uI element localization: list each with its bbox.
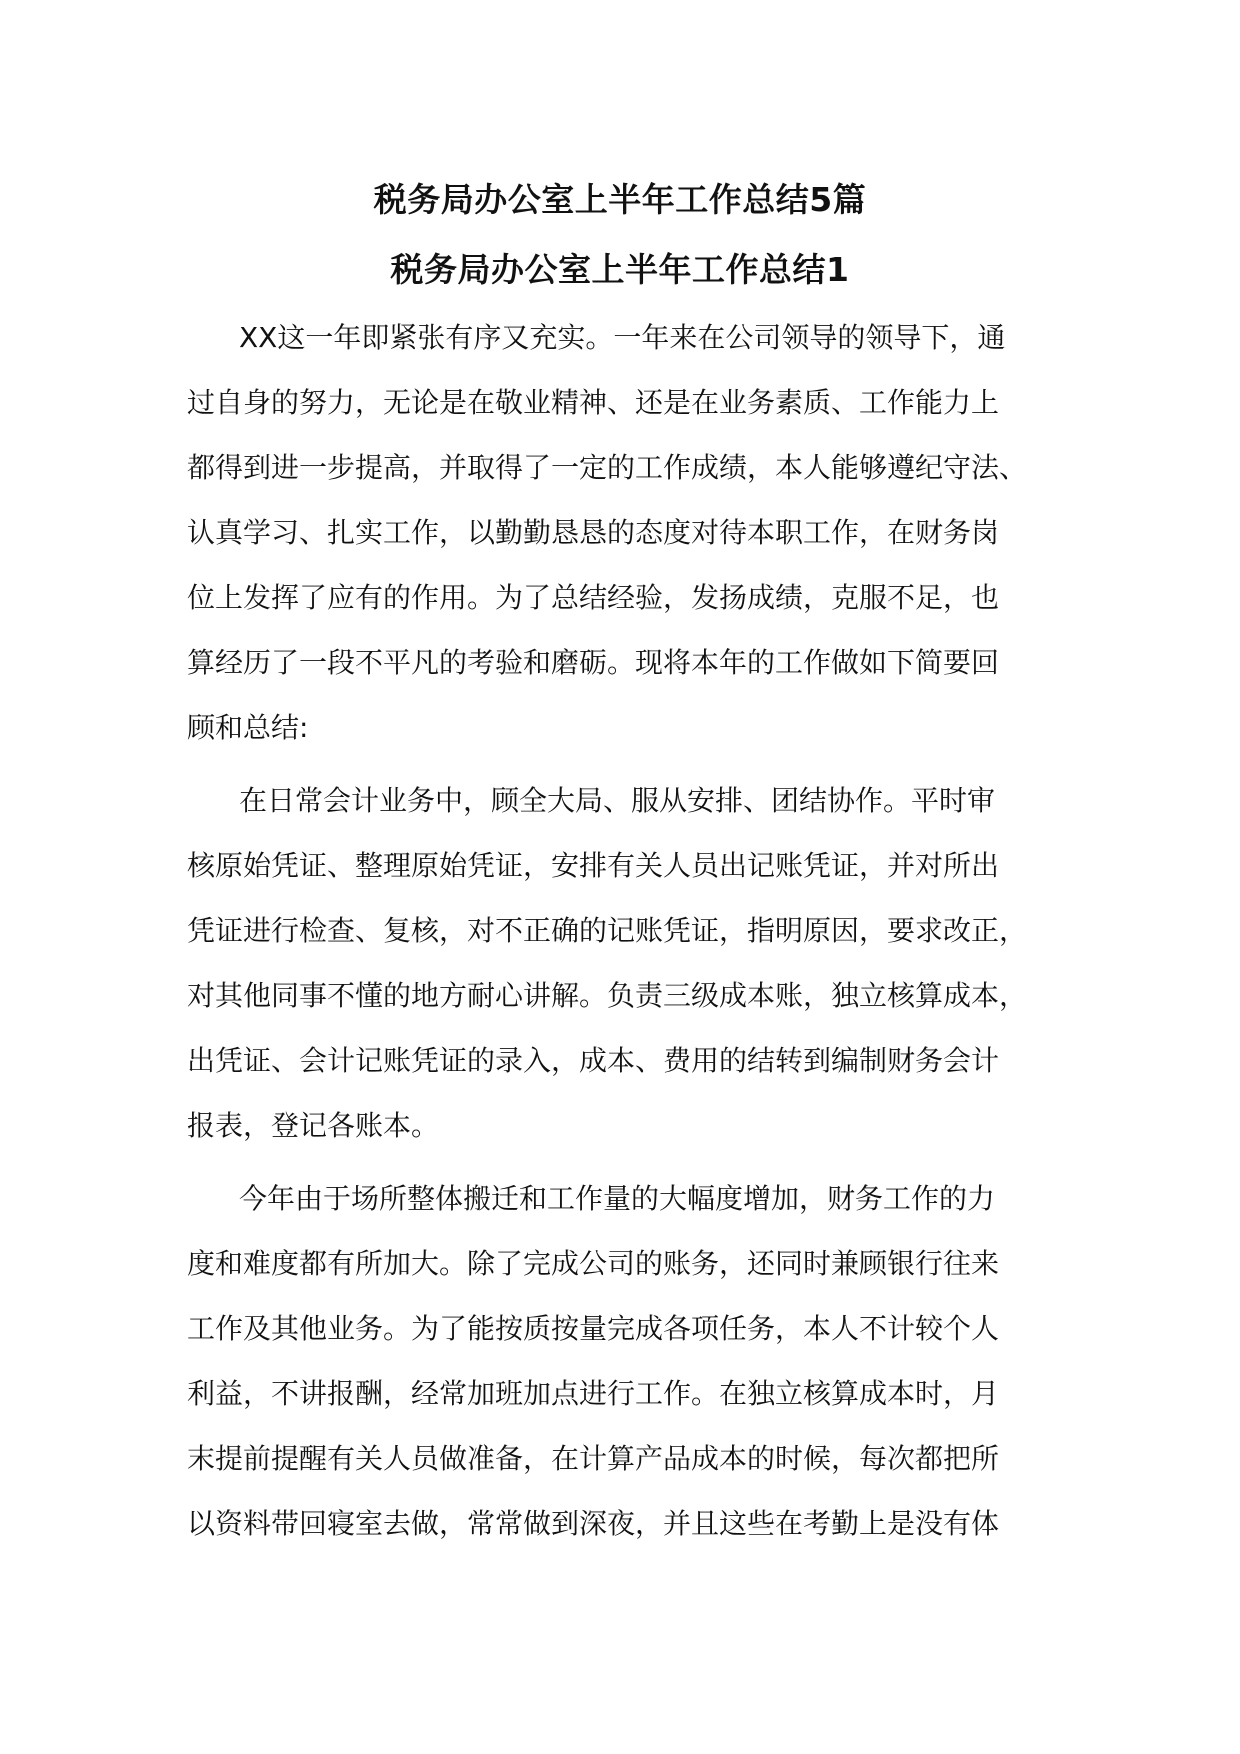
text-line: 顾和总结: <box>187 711 309 744</box>
text-line: 末提前提醒有关人员做准备，在计算产品成本的时候，每次都把所 <box>187 1442 1000 1475</box>
text-line: 都得到进一步提高，并取得了一定的工作成绩，本人能够遵纪守法、 <box>187 451 1028 484</box>
text-line: 核原始凭证、整理原始凭证，安排有关人员出记账凭证，并对所出 <box>187 849 1000 882</box>
paragraph-2 <box>187 768 1077 1158</box>
text-line: 对其他同事不懂的地方耐心讲解。负责三级成本账，独立核算成本， <box>187 979 1028 1012</box>
text-line: 认真学习、扎实工作，以勤勤恳恳的态度对待本职工作，在财务岗 <box>187 516 1000 549</box>
text-line: 凭证进行检查、复核，对不正确的记账凭证，指明原因，要求改正， <box>187 914 1028 947</box>
text-line: 利益，不讲报酬，经常加班加点进行工作。在独立核算成本时，月 <box>187 1377 1000 1410</box>
paragraph-3 <box>187 1166 1077 1556</box>
text-line: 报表，登记各账本。 <box>187 1109 440 1142</box>
document-title: 税务局办公室上半年工作总结5篇 <box>373 180 867 219</box>
document-body <box>187 305 1077 1564</box>
text-line: 今年由于场所整体搬迁和工作量的大幅度增加，财务工作的力 <box>239 1182 996 1215</box>
text-line: 算经历了一段不平凡的考验和磨砺。现将本年的工作做如下简要回 <box>187 646 1000 679</box>
text-line: XX这一年即紧张有序又充实。一年来在公司领导的领导下，通 <box>239 321 1006 354</box>
text-line: 过自身的努力，无论是在敬业精神、还是在业务素质、工作能力上 <box>187 386 1000 419</box>
text-line: 以资料带回寝室去做，常常做到深夜，并且这些在考勤上是没有体 <box>187 1507 1000 1540</box>
text-line: 在日常会计业务中，顾全大局、服从安排、团结协作。平时审 <box>239 784 996 817</box>
paragraph-1 <box>187 305 1077 760</box>
text-line: 度和难度都有所加大。除了完成公司的账务，还同时兼顾银行往来 <box>187 1247 1000 1280</box>
text-line: 出凭证、会计记账凭证的录入，成本、费用的结转到编制财务会计 <box>187 1044 1000 1077</box>
text-line: 工作及其他业务。为了能按质按量完成各项任务，本人不计较个人 <box>187 1312 1000 1345</box>
document-subtitle: 税务局办公室上半年工作总结1 <box>390 250 850 289</box>
text-line: 位上发挥了应有的作用。为了总结经验，发扬成绩，克服不足，也 <box>187 581 1000 614</box>
